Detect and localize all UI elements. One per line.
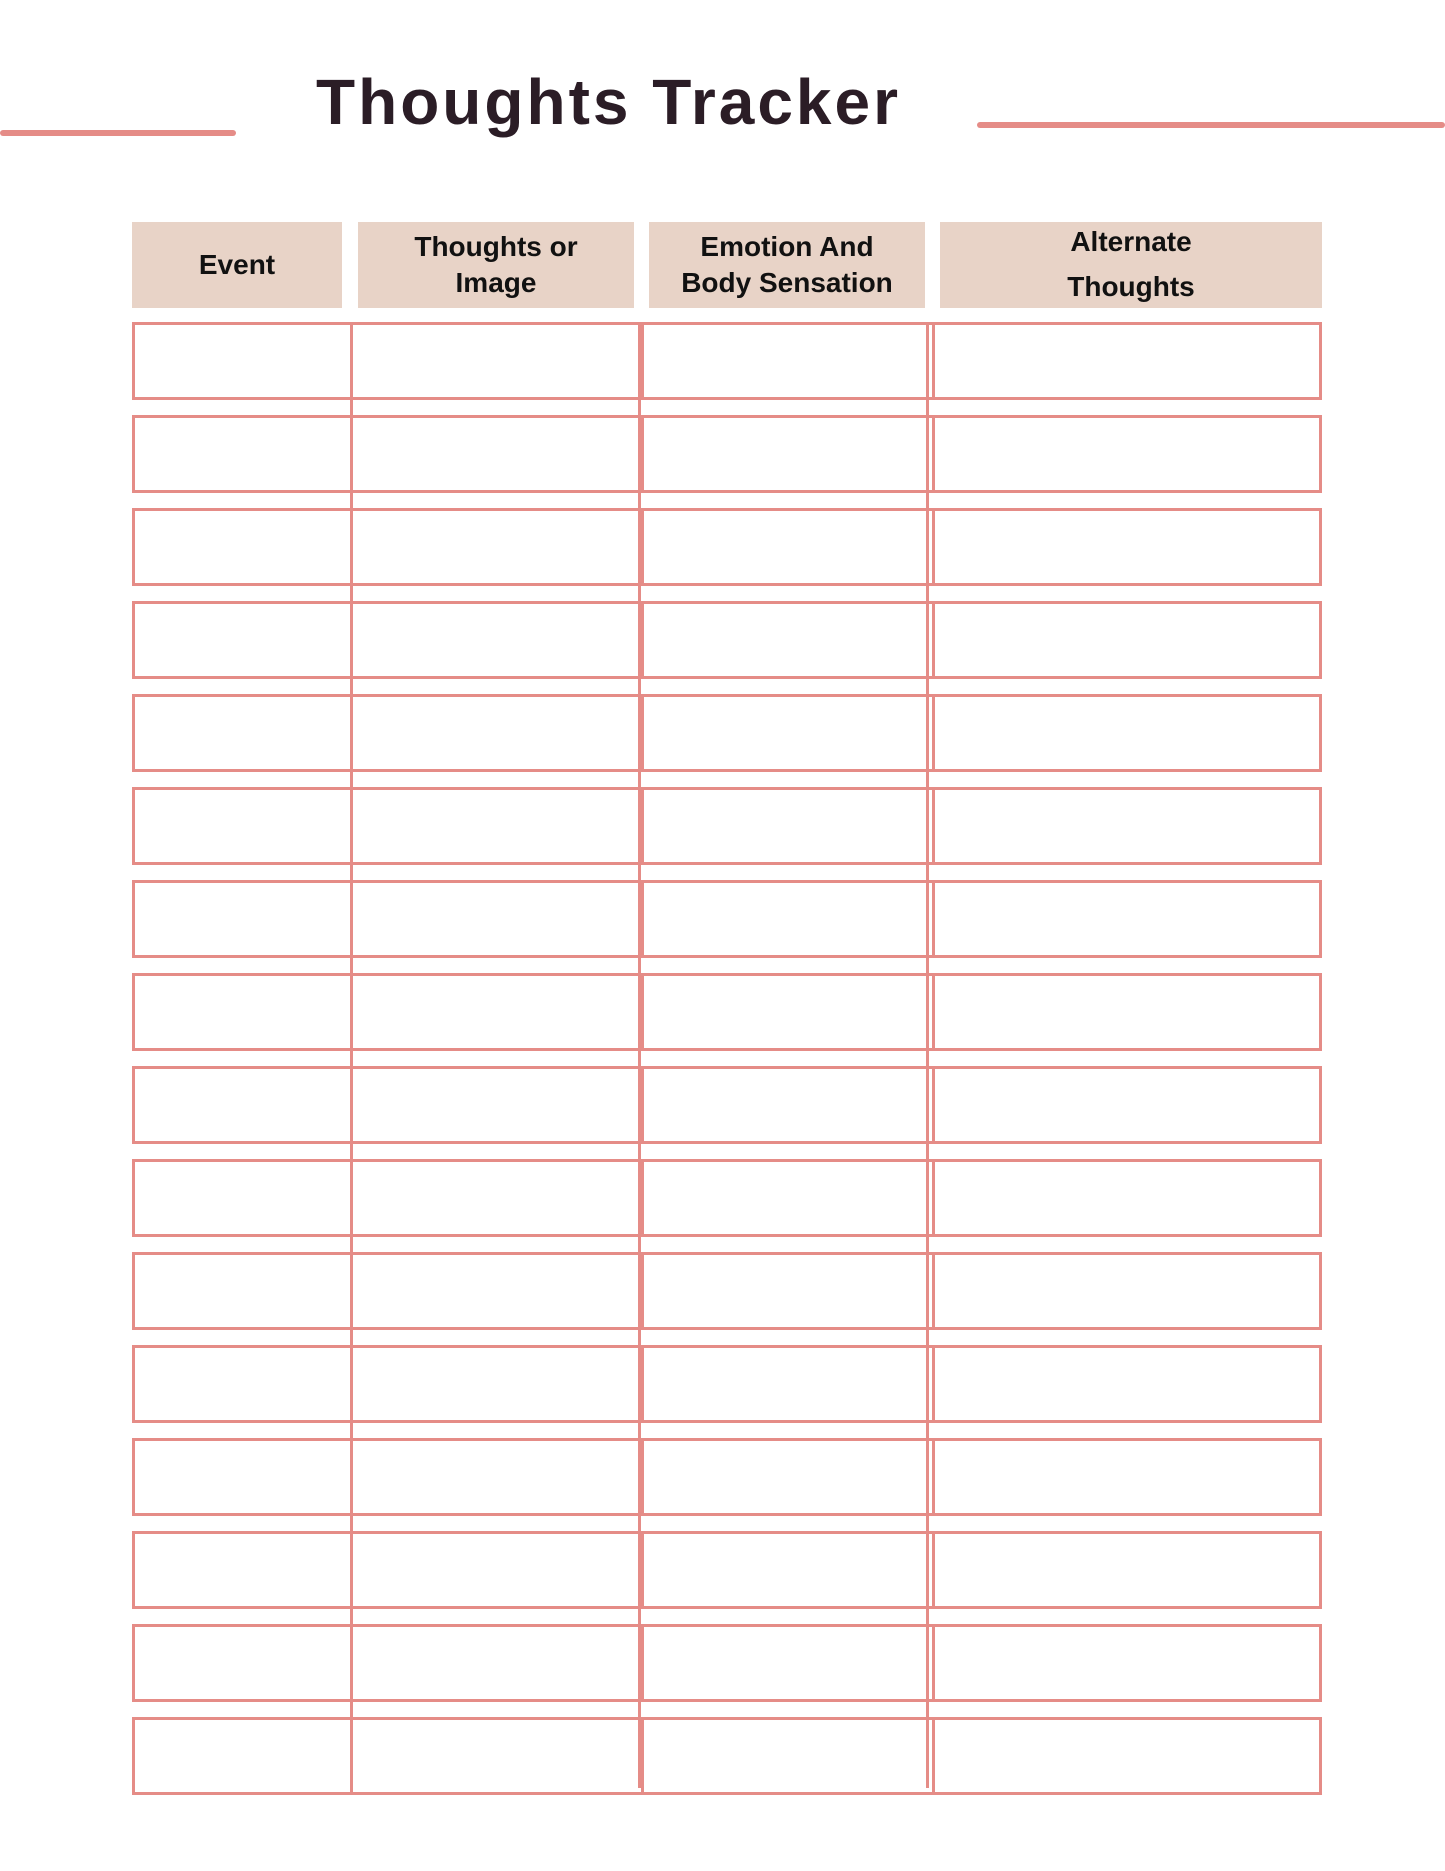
column-header-label: Alternate Thoughts bbox=[1067, 226, 1195, 302]
cell-event[interactable] bbox=[135, 1720, 353, 1792]
cell-event[interactable] bbox=[135, 418, 353, 490]
tracker-table bbox=[132, 322, 1322, 1810]
cell-event[interactable] bbox=[135, 1255, 353, 1327]
cell-alternate[interactable] bbox=[935, 418, 1319, 490]
cell-thoughts[interactable] bbox=[353, 1348, 644, 1420]
table-row bbox=[132, 880, 1322, 958]
table-row bbox=[132, 1159, 1322, 1237]
cell-alternate[interactable] bbox=[935, 883, 1319, 955]
cell-thoughts[interactable] bbox=[353, 883, 644, 955]
cell-alternate[interactable] bbox=[935, 1069, 1319, 1141]
cell-thoughts[interactable] bbox=[353, 1534, 644, 1606]
cell-event[interactable] bbox=[135, 790, 353, 862]
table-row bbox=[132, 1252, 1322, 1330]
column-header-emotion bbox=[649, 222, 925, 308]
cell-alternate[interactable] bbox=[935, 1720, 1319, 1792]
cell-thoughts[interactable] bbox=[353, 604, 644, 676]
table-row bbox=[132, 1345, 1322, 1423]
cell-alternate[interactable] bbox=[935, 1162, 1319, 1234]
cell-event[interactable] bbox=[135, 1348, 353, 1420]
cell-emotion[interactable] bbox=[644, 1720, 935, 1792]
cell-thoughts[interactable] bbox=[353, 418, 644, 490]
cell-thoughts[interactable] bbox=[353, 976, 644, 1048]
table-row bbox=[132, 508, 1322, 586]
cell-alternate[interactable] bbox=[935, 325, 1319, 397]
cell-event[interactable] bbox=[135, 1069, 353, 1141]
cell-event[interactable] bbox=[135, 976, 353, 1048]
cell-event[interactable] bbox=[135, 697, 353, 769]
cell-alternate[interactable] bbox=[935, 1534, 1319, 1606]
cell-thoughts[interactable] bbox=[353, 1441, 644, 1513]
decorative-line-left bbox=[0, 130, 236, 136]
table-row bbox=[132, 1066, 1322, 1144]
cell-event[interactable] bbox=[135, 325, 353, 397]
table-row bbox=[132, 601, 1322, 679]
table-row bbox=[132, 1438, 1322, 1516]
cell-event[interactable] bbox=[135, 1162, 353, 1234]
cell-event[interactable] bbox=[135, 1627, 353, 1699]
table-row bbox=[132, 322, 1322, 400]
cell-thoughts[interactable] bbox=[353, 1162, 644, 1234]
cell-emotion[interactable] bbox=[644, 883, 935, 955]
cell-emotion[interactable] bbox=[644, 1069, 935, 1141]
cell-emotion[interactable] bbox=[644, 1348, 935, 1420]
decorative-line-right bbox=[977, 122, 1445, 128]
cell-thoughts[interactable] bbox=[353, 1627, 644, 1699]
cell-emotion[interactable] bbox=[644, 976, 935, 1048]
cell-alternate[interactable] bbox=[935, 1627, 1319, 1699]
column-header-label: Event bbox=[198, 248, 276, 280]
cell-emotion[interactable] bbox=[644, 604, 935, 676]
column-header-thoughts bbox=[358, 222, 634, 308]
table-row bbox=[132, 787, 1322, 865]
cell-emotion[interactable] bbox=[644, 511, 935, 583]
cell-emotion[interactable] bbox=[644, 1441, 935, 1513]
cell-alternate[interactable] bbox=[935, 511, 1319, 583]
cell-alternate[interactable] bbox=[935, 1441, 1319, 1513]
column-header-event bbox=[132, 222, 342, 308]
table-row bbox=[132, 1624, 1322, 1702]
column-header-label: Emotion And Body Sensation bbox=[681, 230, 893, 298]
cell-emotion[interactable] bbox=[644, 1255, 935, 1327]
cell-event[interactable] bbox=[135, 604, 353, 676]
cell-alternate[interactable] bbox=[935, 1255, 1319, 1327]
table-row bbox=[132, 1531, 1322, 1609]
cell-event[interactable] bbox=[135, 1441, 353, 1513]
cell-emotion[interactable] bbox=[644, 325, 935, 397]
cell-emotion[interactable] bbox=[644, 1534, 935, 1606]
cell-thoughts[interactable] bbox=[353, 790, 644, 862]
column-header-alternate bbox=[940, 222, 1322, 308]
column-header-label: Thoughts or Image bbox=[414, 230, 578, 298]
page-title: Thoughts Tracker bbox=[316, 66, 901, 138]
cell-event[interactable] bbox=[135, 883, 353, 955]
cell-thoughts[interactable] bbox=[353, 1069, 644, 1141]
cell-event[interactable] bbox=[135, 511, 353, 583]
table-row bbox=[132, 694, 1322, 772]
cell-emotion[interactable] bbox=[644, 418, 935, 490]
cell-alternate[interactable] bbox=[935, 976, 1319, 1048]
cell-emotion[interactable] bbox=[644, 1162, 935, 1234]
cell-emotion[interactable] bbox=[644, 1627, 935, 1699]
cell-alternate[interactable] bbox=[935, 790, 1319, 862]
cell-event[interactable] bbox=[135, 1534, 353, 1606]
table-row bbox=[132, 973, 1322, 1051]
table-row bbox=[132, 415, 1322, 493]
cell-thoughts[interactable] bbox=[353, 1720, 644, 1792]
cell-alternate[interactable] bbox=[935, 1348, 1319, 1420]
cell-thoughts[interactable] bbox=[353, 1255, 644, 1327]
cell-emotion[interactable] bbox=[644, 790, 935, 862]
table-row bbox=[132, 1717, 1322, 1795]
cell-alternate[interactable] bbox=[935, 604, 1319, 676]
cell-thoughts[interactable] bbox=[353, 697, 644, 769]
cell-emotion[interactable] bbox=[644, 697, 935, 769]
cell-thoughts[interactable] bbox=[353, 511, 644, 583]
cell-thoughts[interactable] bbox=[353, 325, 644, 397]
cell-alternate[interactable] bbox=[935, 697, 1319, 769]
